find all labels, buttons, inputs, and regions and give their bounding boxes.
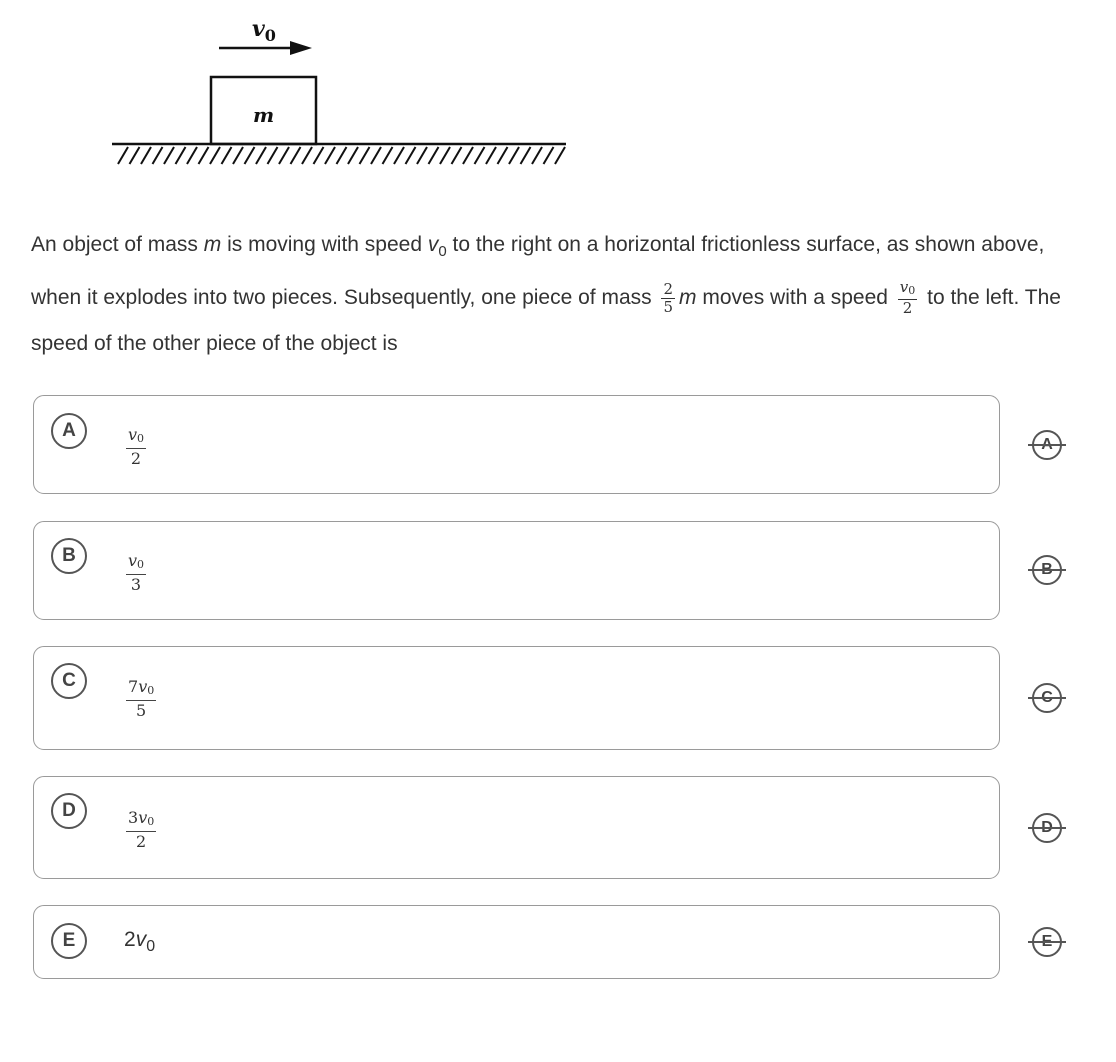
choice-fraction: $\frac{3v_0}{2}$ <box>128 808 155 851</box>
fraction-two-fifths: $\frac{2}{5}$ <box>663 279 674 316</box>
hatch-mark <box>130 147 140 164</box>
question-text: is moving with speed <box>221 233 428 256</box>
choice-d[interactable] <box>33 776 1000 879</box>
question-stem <box>31 222 1081 367</box>
strike-line <box>1028 569 1066 571</box>
hatch-mark <box>325 147 335 164</box>
hatch-mark <box>383 147 393 164</box>
choice-letter-badge: C <box>51 663 87 699</box>
choice-value <box>126 425 146 468</box>
velocity-label: $v_0$ <box>252 16 276 45</box>
hatch-mark <box>176 147 186 164</box>
hatch-mark <box>440 147 450 164</box>
hatch-mark <box>164 147 174 164</box>
choice-value <box>126 551 146 594</box>
hatch-mark <box>463 147 473 164</box>
hatch-mark <box>555 147 565 164</box>
hatch-mark <box>279 147 289 164</box>
hatch-mark <box>210 147 220 164</box>
hatch-mark <box>509 147 519 164</box>
choice-fraction: $\frac{7v_0}{5}$ <box>128 677 155 720</box>
hatch-mark <box>337 147 347 164</box>
hatch-mark <box>291 147 301 164</box>
question-text: to the right on a horizontal frictionless surface, as shown above, when it explodes into two pieces. Subsequently, one piece of mass <box>31 233 1045 309</box>
strike-line <box>1028 444 1066 446</box>
block-on-surface-diagram <box>100 8 580 178</box>
initial-speed-symbol: $v_0$ <box>427 233 447 260</box>
hatch-mark <box>417 147 427 164</box>
hatch-mark <box>118 147 128 164</box>
question-text: moves with a speed <box>696 286 894 309</box>
choice-value <box>126 677 156 720</box>
choice-fraction: $\frac{v_0}{3}$ <box>128 551 145 594</box>
hatch-mark <box>475 147 485 164</box>
eliminate-choice-e-button[interactable] <box>1028 927 1066 957</box>
choice-letter-badge: E <box>51 923 87 959</box>
choice-letter-badge: D <box>51 793 87 829</box>
hatch-mark <box>222 147 232 164</box>
hatch-mark <box>532 147 542 164</box>
strike-line <box>1028 941 1066 943</box>
mass-symbol: m <box>203 233 222 256</box>
question-text: to the left. The speed of the other piece of the object is <box>31 286 1061 355</box>
hatch-mark <box>199 147 209 164</box>
choice-expression: $2v_0$ <box>124 928 156 955</box>
choice-value <box>126 808 156 851</box>
hatch-mark <box>256 147 266 164</box>
hatch-mark <box>268 147 278 164</box>
hatch-mark <box>394 147 404 164</box>
hatch-mark <box>544 147 554 164</box>
hatch-mark <box>187 147 197 164</box>
hatch-mark <box>486 147 496 164</box>
choice-letter-badge: A <box>51 413 87 449</box>
block-mass-label: m <box>253 103 275 127</box>
hatch-mark <box>302 147 312 164</box>
eliminate-choice-d-button[interactable] <box>1028 813 1066 843</box>
choice-letter-badge: B <box>51 538 87 574</box>
surface-hatching <box>118 147 565 164</box>
hatch-mark <box>153 147 163 164</box>
strike-line <box>1028 697 1066 699</box>
hatch-mark <box>406 147 416 164</box>
hatch-mark <box>141 147 151 164</box>
physics-figure <box>100 8 580 178</box>
choice-e[interactable] <box>33 905 1000 979</box>
hatch-mark <box>245 147 255 164</box>
fraction-v0-over-2: $\frac{v_0}{2}$ <box>899 278 916 318</box>
question-text: An object of mass <box>31 233 204 256</box>
hatch-mark <box>498 147 508 164</box>
hatch-mark <box>452 147 462 164</box>
strike-line <box>1028 827 1066 829</box>
hatch-mark <box>314 147 324 164</box>
hatch-mark <box>371 147 381 164</box>
eliminate-choice-a-button[interactable] <box>1028 430 1066 460</box>
choice-c[interactable] <box>33 646 1000 750</box>
eliminate-choice-c-button[interactable] <box>1028 683 1066 713</box>
mass-symbol: m <box>679 286 697 309</box>
hatch-mark <box>429 147 439 164</box>
choice-a[interactable] <box>33 395 1000 494</box>
choice-value <box>124 928 155 956</box>
hatch-mark <box>521 147 531 164</box>
hatch-mark <box>233 147 243 164</box>
choice-b[interactable] <box>33 521 1000 620</box>
hatch-mark <box>360 147 370 164</box>
hatch-mark <box>348 147 358 164</box>
velocity-arrow-head <box>290 41 312 55</box>
choice-fraction: $\frac{v_0}{2}$ <box>128 425 145 468</box>
eliminate-choice-b-button[interactable] <box>1028 555 1066 585</box>
